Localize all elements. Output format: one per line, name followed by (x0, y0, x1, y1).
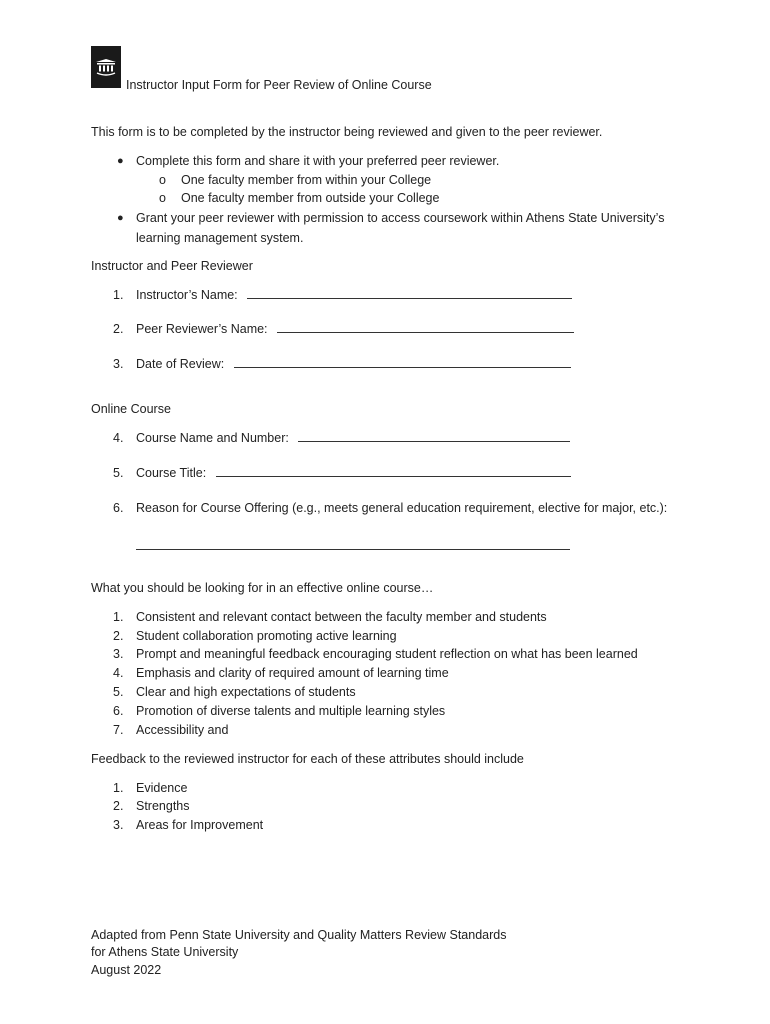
list-number: 7. (113, 723, 124, 737)
section-heading-effective-course: What you should be looking for in an effective online course… (91, 581, 434, 595)
course-name-number-label: Course Name and Number: (136, 431, 289, 445)
section-heading-instructor-reviewer: Instructor and Peer Reviewer (91, 259, 253, 273)
instructor-name-label: Instructor’s Name: (136, 288, 238, 302)
list-item: Prompt and meaningful feedback encouraging student reflection on what has been learned (136, 647, 638, 661)
bullet-icon: ● (117, 212, 124, 224)
instruction-item-2-line-2: learning management system. (136, 231, 304, 245)
instruction-sub-2: One faculty member from outside your College (181, 191, 440, 205)
course-name-number-blank[interactable] (298, 430, 570, 442)
field-number: 1. (113, 288, 124, 302)
list-number: 3. (113, 818, 124, 832)
date-of-review-blank[interactable] (234, 356, 571, 368)
reason-course-offering-blank[interactable] (136, 538, 570, 550)
list-item: Areas for Improvement (136, 818, 264, 832)
university-logo-icon (91, 46, 121, 88)
instruction-item-2-line-1: Grant your peer reviewer with permission to access coursework within Athens State University’s (136, 211, 665, 225)
page-title: Instructor Input Form for Peer Review of Online Course (126, 78, 432, 92)
list-number: 4. (113, 666, 124, 680)
date-of-review-label: Date of Review: (136, 357, 225, 371)
list-item: Strengths (136, 799, 190, 813)
field-number: 2. (113, 322, 124, 336)
list-item: Emphasis and clarity of required amount of learning time (136, 666, 449, 680)
list-item: Accessibility and (136, 723, 229, 737)
list-number: 6. (113, 704, 124, 718)
list-number: 3. (113, 647, 124, 661)
peer-reviewer-name-label: Peer Reviewer’s Name: (136, 322, 268, 336)
field-number: 3. (113, 357, 124, 371)
list-number: 5. (113, 685, 124, 699)
pillars-icon (94, 58, 118, 76)
footer-line-2: for Athens State University (91, 945, 239, 959)
date-of-review-field[interactable] (136, 356, 571, 372)
list-item: Clear and high expectations of students (136, 685, 356, 699)
field-number: 5. (113, 466, 124, 480)
instruction-sub-1: One faculty member from within your College (181, 173, 432, 187)
list-item: Student collaboration promoting active learning (136, 629, 397, 643)
intro-text: This form is to be completed by the instructor being reviewed and given to the peer reviewer. (91, 125, 603, 139)
field-number: 4. (113, 431, 124, 445)
reason-course-offering-label: Reason for Course Offering (e.g., meets general education requirement, elective for major, etc.): (136, 501, 668, 515)
footer-line-1: Adapted from Penn State University and Quality Matters Review Standards (91, 928, 507, 942)
sub-bullet-icon: o (159, 191, 166, 205)
footer-line-3: August 2022 (91, 963, 162, 977)
section-heading-online-course: Online Course (91, 402, 171, 416)
course-title-label: Course Title: (136, 466, 207, 480)
list-number: 2. (113, 629, 124, 643)
list-item: Evidence (136, 781, 188, 795)
list-number: 1. (113, 610, 124, 624)
course-title-blank[interactable] (216, 465, 571, 477)
list-item: Consistent and relevant contact between the faculty member and students (136, 610, 547, 624)
list-item: Promotion of diverse talents and multiple learning styles (136, 704, 446, 718)
instruction-item-1: Complete this form and share it with your preferred peer reviewer. (136, 154, 500, 168)
course-name-number-field[interactable] (136, 430, 570, 446)
course-title-field[interactable] (136, 465, 571, 481)
peer-reviewer-name-field[interactable] (136, 321, 574, 337)
sub-bullet-icon: o (159, 173, 166, 187)
instructor-name-field[interactable] (136, 287, 572, 303)
instructor-name-blank[interactable] (247, 287, 572, 299)
field-number: 6. (113, 501, 124, 515)
list-number: 2. (113, 799, 124, 813)
section-heading-feedback: Feedback to the reviewed instructor for each of these attributes should include (91, 752, 524, 766)
bullet-icon: ● (117, 155, 124, 167)
peer-reviewer-name-blank[interactable] (277, 321, 574, 333)
list-number: 1. (113, 781, 124, 795)
